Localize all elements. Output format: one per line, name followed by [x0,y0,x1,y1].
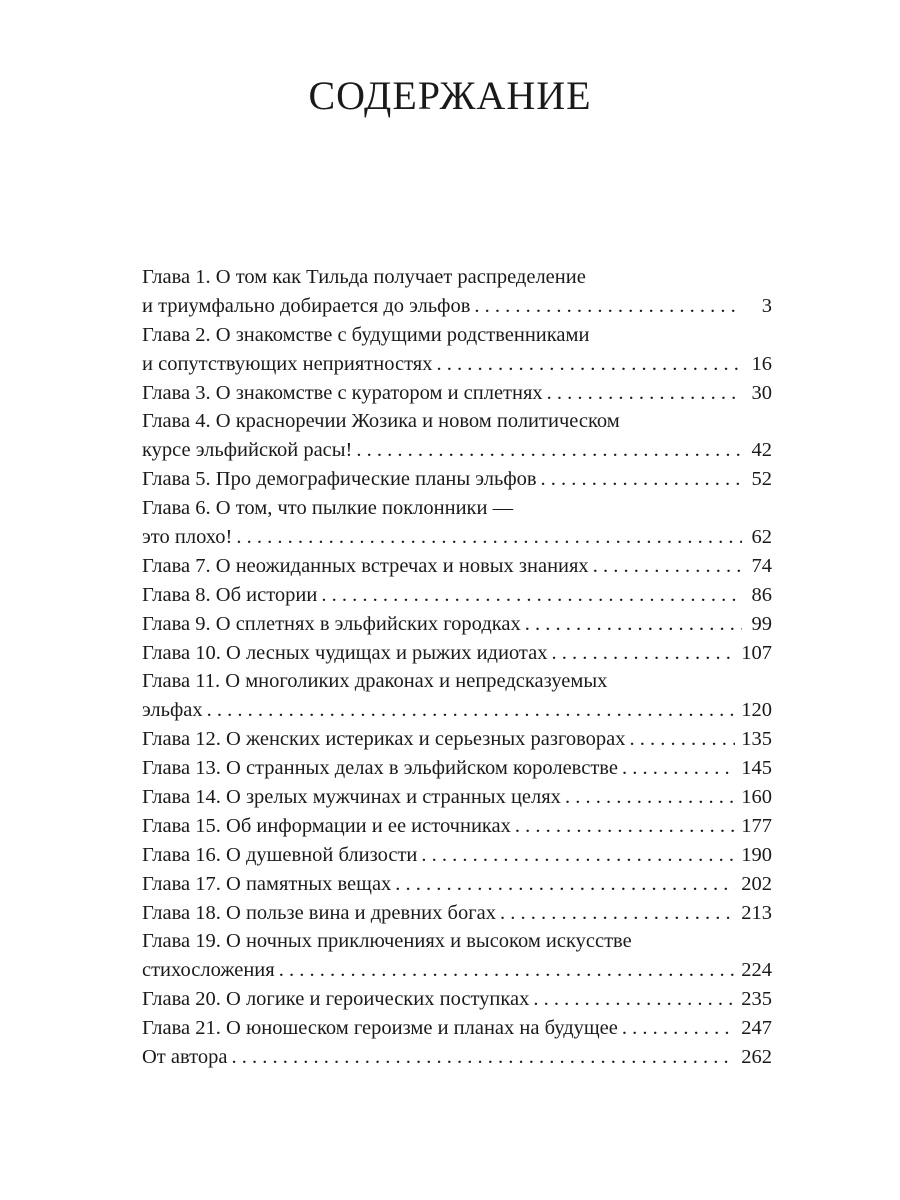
toc-entry-text: это плохо! [142,526,233,549]
dot-leader [474,292,742,321]
toc-entry [142,754,772,783]
toc-page-number: 145 [741,757,772,780]
toc-page-number: 224 [741,959,772,982]
dot-leader [236,523,742,552]
dot-leader [436,350,742,379]
toc-entry [142,407,772,465]
toc-entry-last-line [142,552,772,581]
dot-leader [356,436,742,465]
toc-entry-text: Глава 2. О знакомстве с будущими родственниками [142,323,590,346]
dot-leader [500,899,735,928]
toc-entry-text: Глава 20. О логике и героических поступках [142,988,530,1011]
toc-page-number: 3 [761,294,772,317]
toc-entry [142,667,772,725]
toc-entry-text: и триумфально добирается до эльфов [142,294,471,317]
toc-entry [142,610,772,639]
toc-page-number: 235 [741,988,772,1011]
toc-entry [142,379,772,408]
toc-page-number: 30 [751,381,772,404]
toc-entry-last-line [142,436,772,465]
toc-page-number: 213 [741,901,772,924]
dot-leader [231,1043,735,1072]
toc-page-number: 135 [741,728,772,751]
toc-entry [142,552,772,581]
dot-leader [207,696,736,725]
dot-leader [533,985,735,1014]
toc-page-number: 99 [751,612,772,635]
toc-page-number: 120 [741,699,772,722]
toc-page-number: 107 [741,641,772,664]
toc-entry-text: курсе эльфийской расы! [142,439,353,462]
toc-entry-last-line [142,812,772,841]
dot-leader [321,581,742,610]
dot-leader [395,870,735,899]
toc-entry-last-line [142,985,772,1014]
toc-entry [142,812,772,841]
toc-page-number: 262 [741,1046,772,1069]
toc-entry [142,899,772,928]
toc-page-number: 86 [751,583,772,606]
toc-entry-text: Глава 19. О ночных приключениях и высоком искусстве [142,930,632,953]
toc-entry-text: Глава 8. Об истории [142,583,318,606]
toc-entry [142,494,772,552]
toc-entry [142,465,772,494]
toc-entry-last-line [142,292,772,321]
toc-entry-text: Глава 5. Про демографические планы эльфов [142,468,537,491]
toc-entry-text: Глава 15. Об информации и ее источниках [142,814,511,837]
toc-page-number: 160 [741,786,772,809]
toc-entry-text: Глава 1. О том как Тильда получает распределение [142,266,586,288]
toc-entry-last-line [142,581,772,610]
toc-entry-text: эльфах [142,699,203,722]
toc-entry-last-line [142,1043,772,1072]
dot-leader [525,610,742,639]
toc-entry [142,639,772,668]
dot-leader [421,841,735,870]
dot-leader [551,639,735,668]
toc-entry-text: Глава 18. О пользе вина и древних богах [142,901,496,924]
toc-entry-text: стихосложения [142,959,275,982]
page-title: СОДЕРЖАНИЕ [308,73,592,118]
toc-entry [142,783,772,812]
toc-entry-last-line [142,870,772,899]
toc-entry-text: Глава 14. О зрелых мужчинах и странных целях [142,786,561,809]
toc-entry [142,581,772,610]
dot-leader [515,812,735,841]
toc-entry [142,1014,772,1043]
toc-entry-text: Глава 4. О красноречии Жозика и новом политическом [142,410,620,433]
toc-entry-line [142,263,772,292]
toc-entry-text: Глава 6. О том, что пылкие поклонники — [142,497,514,520]
toc-entry [142,263,772,321]
toc-entry-text: Глава 21. О юношеском героизме и планах на будущее [142,1017,618,1040]
toc-entry-line [142,927,772,956]
toc-entry-line [142,407,772,436]
toc-entry [142,725,772,754]
toc-entry-last-line [142,956,772,985]
toc-entry-text: Глава 10. О лесных чудищах и рыжих идиотах [142,641,548,664]
toc-page-number: 52 [751,468,772,491]
toc-entry-last-line [142,523,772,552]
toc-entry-text: Глава 13. О странных делах в эльфийском королевстве [142,757,618,780]
dot-leader [622,1014,735,1043]
toc-entry [142,927,772,985]
dot-leader [565,783,735,812]
dot-leader [541,465,742,494]
toc-entry-text: Глава 12. О женских истериках и серьезных разговорах [142,728,626,751]
toc-entry-last-line [142,465,772,494]
toc-entry-text: Глава 11. О многоликих драконах и непредсказуемых [142,670,608,693]
toc-entry-last-line [142,725,772,754]
toc-entry-text: и сопутствующих неприятностях [142,352,433,375]
toc-page-number: 247 [741,1017,772,1040]
dot-leader [547,379,742,408]
toc-entry-last-line [142,783,772,812]
toc-entry-text: От автора [142,1046,228,1069]
toc-entry-line [142,321,772,350]
toc-page-number: 42 [751,439,772,462]
toc-entry [142,321,772,379]
toc-entry [142,985,772,1014]
toc-entry-text: Глава 16. О душевной близости [142,843,418,866]
toc-entry-last-line [142,841,772,870]
toc-entry-last-line [142,899,772,928]
toc-page-number: 62 [751,526,772,549]
dot-leader [593,552,742,581]
toc-entry-text: Глава 9. О сплетнях в эльфийских городках [142,612,521,635]
toc-page-number: 202 [741,872,772,895]
dot-leader [622,754,735,783]
toc-entry-text: Глава 17. О памятных вещах [142,872,392,895]
toc-page-number: 190 [741,843,772,866]
toc-entry-line [142,667,772,696]
toc-page-number: 74 [751,554,772,577]
toc-entry-last-line [142,639,772,668]
toc-entry-last-line [142,1014,772,1043]
toc-page-number: 177 [741,814,772,837]
toc-entry [142,870,772,899]
toc-entry-last-line [142,379,772,408]
table-of-contents [142,263,772,1072]
toc-entry-last-line [142,754,772,783]
toc-entry-text: Глава 7. О неожиданных встречах и новых знаниях [142,554,589,577]
toc-entry [142,841,772,870]
toc-entry-last-line [142,350,772,379]
dot-leader [279,956,736,985]
toc-entry-last-line [142,610,772,639]
dot-leader [629,725,735,754]
toc-entry-last-line [142,696,772,725]
toc-entry-text: Глава 3. О знакомстве с куратором и сплетнях [142,381,543,404]
toc-page-number: 16 [751,352,772,375]
toc-entry-line [142,494,772,523]
toc-entry [142,1043,772,1072]
